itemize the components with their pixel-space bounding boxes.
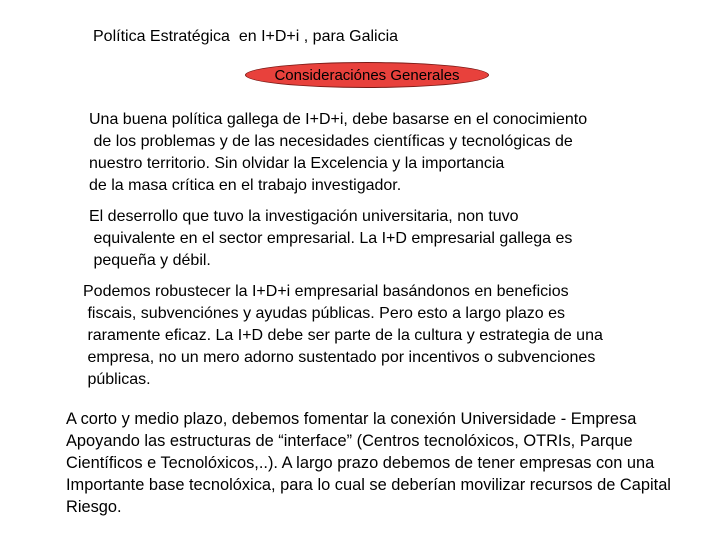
text-line: raramente eficaz. La I+D debe ser parte de la cultura y estrategia de una: [83, 327, 603, 344]
text-line: Riesgo.: [66, 498, 122, 516]
text-line: Apoyando las estructuras de “interface” (Centros tecnolóxicos, OTRIs, Parque: [66, 432, 633, 450]
paragraph-conocimiento: [89, 109, 587, 197]
text-line: empresa, no un mero adorno sustentado por incentivos o subvenciones: [83, 349, 596, 366]
text-line: de los problemas y de las necesidades científicas y tecnológicas de: [89, 133, 573, 150]
text-line: Podemos robustecer la I+D+i empresarial basándonos en beneficios: [83, 283, 569, 300]
paragraph-robustecer: [83, 281, 603, 391]
text-line: públicas.: [83, 371, 151, 388]
section-badge: [245, 62, 489, 88]
text-line: Una buena política gallega de I+D+i, debe basarse en el conocimiento: [89, 111, 588, 128]
paragraph-investigacion: [89, 206, 572, 272]
text-line: pequeña y débil.: [89, 252, 211, 269]
text-line: equivalente en el sector empresarial. La I+D empresarial gallega es: [89, 230, 573, 247]
text-line: A corto y medio plazo, debemos fomentar la conexión Universidade - Empresa: [66, 410, 637, 428]
text-line: Importante base tecnolóxica, para lo cual se deberían movilizar recursos de Capital: [66, 476, 671, 494]
page-title: Política Estratégica en I+D+i , para Galicia: [93, 28, 399, 45]
text-line: fiscais, subvenciónes y ayudas públicas. Pero esto a largo plazo es: [83, 305, 566, 322]
text-line: El deserrollo que tuvo la investigación universitaria, non tuvo: [89, 208, 519, 225]
text-line: Científicos e Tecnolóxicos,..). A largo prazo debemos de tener empresas con una: [66, 454, 655, 472]
text-line: nuestro territorio. Sin olvidar la Excelencia y la importancia: [89, 155, 505, 172]
text-line: de la masa crítica en el trabajo investigador.: [89, 177, 402, 194]
section-label: Consideraciónes Generales: [274, 66, 460, 84]
paragraph-conexion: [66, 408, 671, 518]
